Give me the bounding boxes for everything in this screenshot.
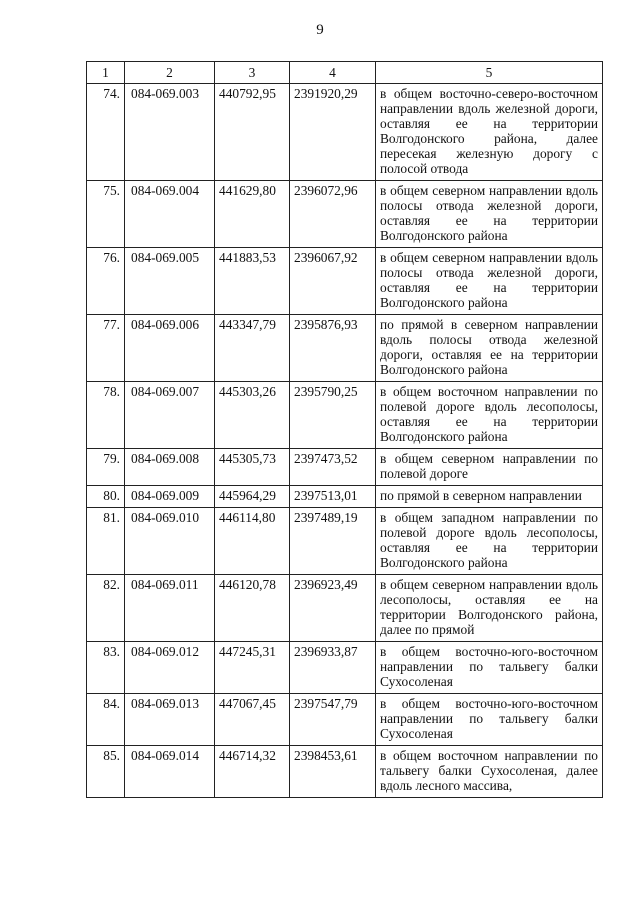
header-col-5: 5	[376, 62, 603, 84]
coordinate-x: 447245,31	[215, 642, 290, 694]
boundary-description: в общем северном направлении вдоль полосы отвода железной дороги, оставляя ее на территории Волгодонского района	[376, 248, 603, 315]
boundary-description: в общем северном направлении вдоль полосы отвода железной дороги, оставляя ее на территории Волгодонского района	[376, 181, 603, 248]
table-body	[87, 84, 603, 798]
coordinate-x: 441883,53	[215, 248, 290, 315]
header-col-3: 3	[215, 62, 290, 84]
row-number: 85.	[87, 746, 125, 798]
table-header	[87, 62, 603, 84]
table-row	[87, 486, 603, 508]
coordinate-x: 445303,26	[215, 382, 290, 449]
table-row	[87, 181, 603, 248]
point-code: 084-069.006	[125, 315, 215, 382]
point-code: 084-069.009	[125, 486, 215, 508]
row-number: 81.	[87, 508, 125, 575]
boundary-description: в общем северном направлении по полевой дороге	[376, 449, 603, 486]
row-number: 76.	[87, 248, 125, 315]
coordinate-y: 2396072,96	[290, 181, 376, 248]
point-code: 084-069.013	[125, 694, 215, 746]
point-code: 084-069.003	[125, 84, 215, 181]
table-row	[87, 508, 603, 575]
coordinate-y: 2396067,92	[290, 248, 376, 315]
boundary-description: в общем северном направлении вдоль лесополосы, оставляя ее на территории Волгодонского района, далее по прямой	[376, 575, 603, 642]
point-code: 084-069.004	[125, 181, 215, 248]
header-col-4: 4	[290, 62, 376, 84]
coordinate-x: 440792,95	[215, 84, 290, 181]
boundary-description: в общем западном направлении по полевой дороге вдоль лесополосы, оставляя ее на территории Волгодонского района	[376, 508, 603, 575]
coordinate-y: 2397513,01	[290, 486, 376, 508]
coordinate-x: 443347,79	[215, 315, 290, 382]
table-row	[87, 575, 603, 642]
header-col-2: 2	[125, 62, 215, 84]
point-code: 084-069.007	[125, 382, 215, 449]
boundary-description: в общем восточно-юго-восточном направлении по тальвегу балки Сухосоленая	[376, 694, 603, 746]
table-row	[87, 382, 603, 449]
table-row	[87, 642, 603, 694]
point-code: 084-069.005	[125, 248, 215, 315]
coordinate-x: 446120,78	[215, 575, 290, 642]
coordinate-x: 445964,29	[215, 486, 290, 508]
row-number: 79.	[87, 449, 125, 486]
coordinate-x: 441629,80	[215, 181, 290, 248]
table-row	[87, 449, 603, 486]
table-row	[87, 248, 603, 315]
table-row	[87, 84, 603, 181]
coordinate-x: 446714,32	[215, 746, 290, 798]
point-code: 084-069.014	[125, 746, 215, 798]
row-number: 78.	[87, 382, 125, 449]
point-code: 084-069.010	[125, 508, 215, 575]
point-code: 084-069.008	[125, 449, 215, 486]
row-number: 80.	[87, 486, 125, 508]
point-code: 084-069.012	[125, 642, 215, 694]
boundary-points-table	[86, 61, 603, 798]
table-row	[87, 694, 603, 746]
coordinate-x: 446114,80	[215, 508, 290, 575]
coordinate-y: 2396923,49	[290, 575, 376, 642]
boundary-description: в общем восточно-северо-восточном направлении вдоль железной дороги, оставляя ее на территории Волгодонского района, далее пересекая железную дорогу с полосой отвода	[376, 84, 603, 181]
table-row	[87, 746, 603, 798]
coordinate-y: 2397547,79	[290, 694, 376, 746]
coordinate-x: 447067,45	[215, 694, 290, 746]
row-number: 84.	[87, 694, 125, 746]
row-number: 82.	[87, 575, 125, 642]
row-number: 77.	[87, 315, 125, 382]
coordinate-y: 2391920,29	[290, 84, 376, 181]
header-row	[87, 62, 603, 84]
coordinate-y: 2397489,19	[290, 508, 376, 575]
boundary-description: в общем восточно-юго-восточном направлении по тальвегу балки Сухосоленая	[376, 642, 603, 694]
row-number: 75.	[87, 181, 125, 248]
page-number: 9	[316, 22, 324, 38]
table-row	[87, 315, 603, 382]
coordinate-y: 2395790,25	[290, 382, 376, 449]
boundary-description: в общем восточном направлении по полевой дороге вдоль лесополосы, оставляя ее на территории Волгодонского района	[376, 382, 603, 449]
boundary-description: по прямой в северном направлении	[376, 486, 603, 508]
coordinate-y: 2395876,93	[290, 315, 376, 382]
row-number: 74.	[87, 84, 125, 181]
coordinate-x: 445305,73	[215, 449, 290, 486]
coordinate-y: 2397473,52	[290, 449, 376, 486]
point-code: 084-069.011	[125, 575, 215, 642]
coordinate-y: 2396933,87	[290, 642, 376, 694]
header-col-1: 1	[87, 62, 125, 84]
boundary-description: по прямой в северном направлении вдоль полосы отвода железной дороги, оставляя ее на территории Волгодонского района	[376, 315, 603, 382]
row-number: 83.	[87, 642, 125, 694]
coordinate-y: 2398453,61	[290, 746, 376, 798]
boundary-description: в общем восточном направлении по тальвегу балки Сухосоленая, далее вдоль лесного массива,	[376, 746, 603, 798]
